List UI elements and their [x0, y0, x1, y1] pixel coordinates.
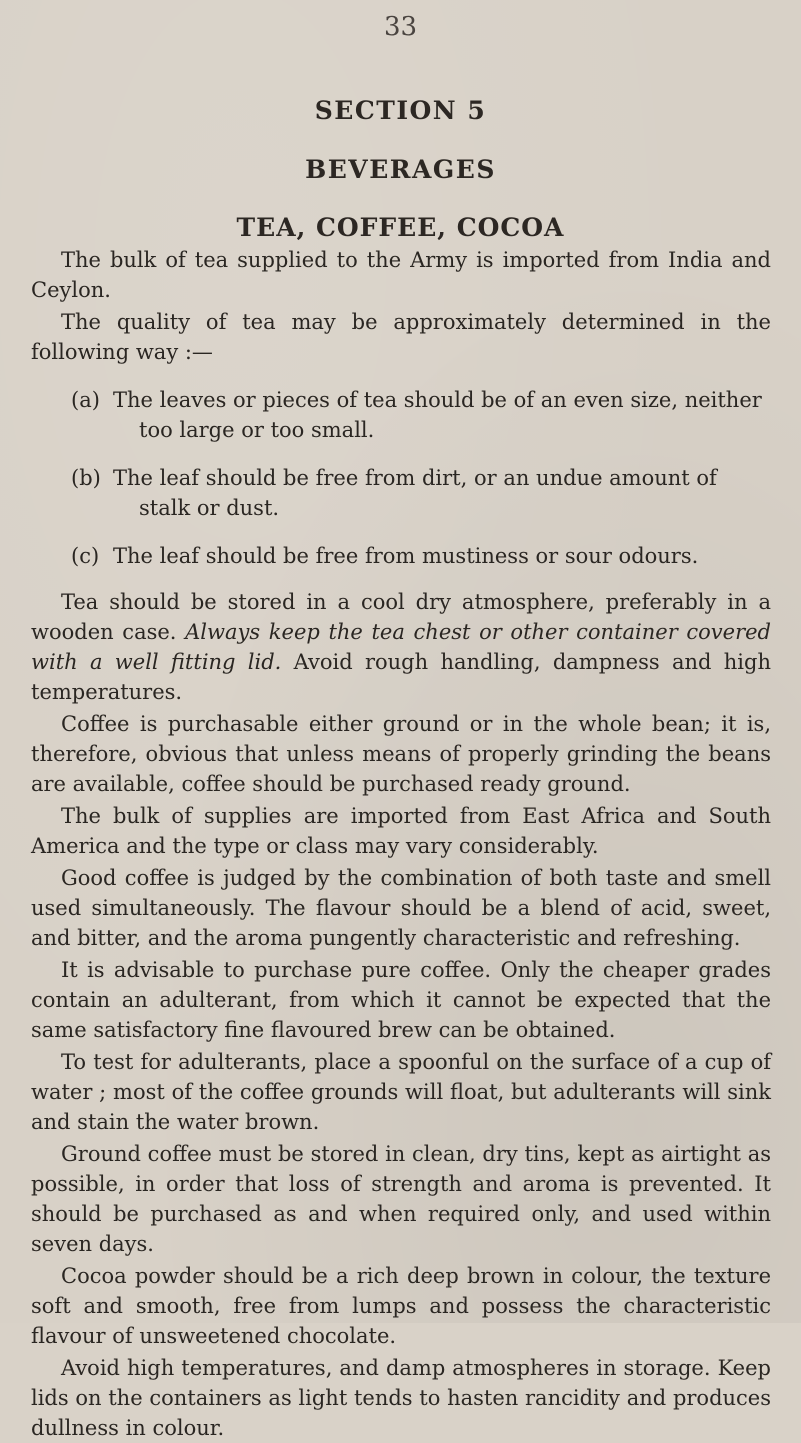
paragraph: The bulk of supplies are imported from East Africa and South America and the type or class may vary considerably.	[31, 804, 771, 858]
paragraph: Coffee is purchasable either ground or in the whole bean; it is, therefore, obvious that unless means of properly grinding the beans are available, coffee should be purchased ready ground.	[31, 712, 771, 796]
list-item-label: (b)	[71, 466, 101, 490]
paragraph: Cocoa powder should be a rich deep brown in colour, the texture soft and smooth, free from lumps and possess the characteristic flavour of unsweetened chocolate.	[31, 1264, 771, 1348]
page-number: 33	[383, 12, 418, 42]
list-item-text: The leaf should be free from mustiness or sour odours.	[113, 544, 699, 568]
paragraph: The quality of tea may be approximately determined in the following way :—	[31, 310, 771, 364]
paragraph: Good coffee is judged by the combination of both taste and smell used simultaneously. The flavour should be a blend of acid, sweet, and bitter, and the aroma pungently characteristic and refreshing.	[31, 866, 771, 950]
section-heading: SECTION 5	[314, 96, 487, 125]
list-item-text: The leaf should be free from dirt, or an undue amount of stalk or dust.	[113, 466, 717, 520]
list-item	[31, 385, 771, 445]
storage-text: Avoid rough handling, dampness and high temperatures.	[31, 650, 771, 704]
list-item-text: The leaves or pieces of tea should be of an even size, neither too large or too small.	[113, 388, 762, 442]
chapter-heading: BEVERAGES	[305, 155, 496, 184]
paragraph-storage	[31, 587, 771, 707]
paragraph: It is advisable to purchase pure coffee. Only the cheaper grades contain an adulterant, from which it cannot be expected that the same satisfactory fine flavoured brew can be obtained.	[31, 958, 771, 1042]
body-text	[31, 245, 771, 1443]
list-item	[31, 541, 771, 571]
storage-italic-text: Always keep the tea chest or other container covered with a well fitting lid.	[31, 620, 771, 674]
paragraph: Avoid high temperatures, and damp atmospheres in storage. Keep lids on the containers as light tends to hasten rancidity and produces dullness in colour.	[31, 1356, 771, 1440]
list-item-label: (c)	[71, 544, 100, 568]
subheading: TEA, COFFEE, COCOA	[236, 213, 565, 242]
storage-text: Tea should be stored in a cool dry atmosphere, preferably in a wooden case.	[31, 590, 771, 644]
paragraph: To test for adulterants, place a spoonful on the surface of a cup of water ; most of the coffee grounds will float, but adulterants will sink and stain the water brown.	[31, 1050, 771, 1134]
list-item-label: (a)	[71, 388, 100, 412]
paragraph: The bulk of tea supplied to the Army is imported from India and Ceylon.	[31, 248, 771, 302]
list-item	[31, 463, 771, 523]
paragraph: Ground coffee must be stored in clean, dry tins, kept as airtight as possible, in order that loss of strength and aroma is prevented. It should be purchased as and when required only, and used within seven days.	[31, 1142, 771, 1256]
